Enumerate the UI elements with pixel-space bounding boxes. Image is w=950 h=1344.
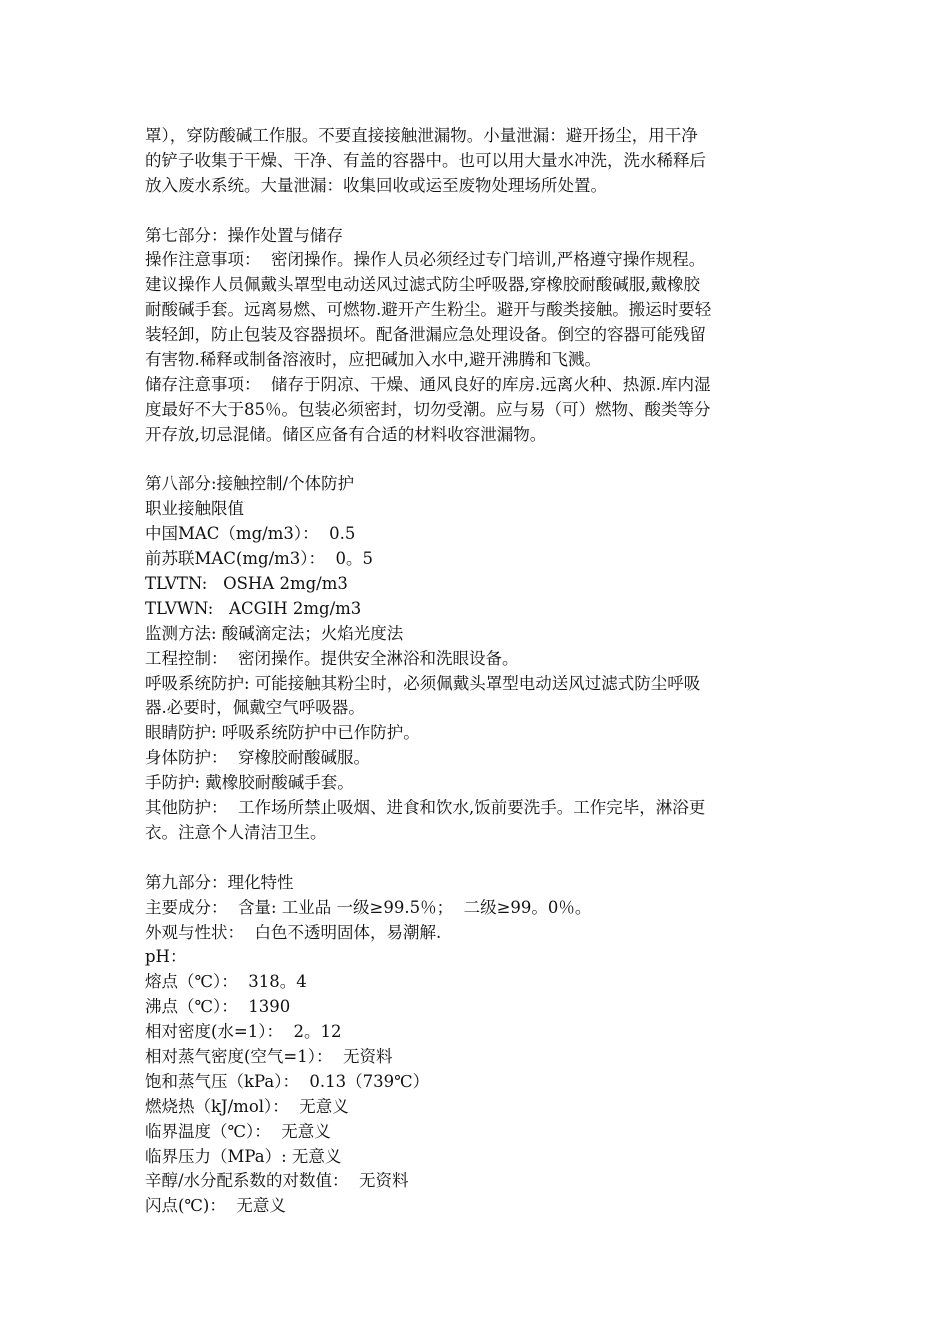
text-line: 外观与性状： 白色不透明固体，易潮解.	[145, 922, 442, 942]
text-line: 燃烧热（kJ/mol）： 无意义	[145, 1096, 349, 1116]
text-line: 相对密度(水=1）： 2。12	[145, 1022, 342, 1042]
text-line: 罩），穿防酸碱工作服。不要直接接触泄漏物。小量泄漏：避开扬尘，用干净	[145, 126, 698, 145]
text-line: 建议操作人员佩戴头罩型电动送风过滤式防尘呼吸器,穿橡胶耐酸碱服,戴橡胶	[145, 275, 700, 295]
section6-continuation	[145, 124, 810, 199]
text-line: 放入废水系统。大量泄漏：收集回收或运至废物处理场所处置。	[145, 175, 607, 195]
paragraph-gap	[145, 199, 810, 224]
text-line: 熔点（℃）： 318。4	[145, 972, 307, 992]
paragraph-gap	[145, 846, 810, 871]
text-line: 辛醇/水分配系数的对数值： 无资料	[145, 1171, 409, 1191]
text-line: 中国MAC（mg/m3）： 0.5	[145, 524, 356, 544]
text-line: 耐酸碱手套。远离易燃、可燃物.避开产生粉尘。避开与酸类接触。搬运时要轻	[145, 300, 712, 320]
text-line: 开存放,切忌混储。储区应备有合适的材料收容泄漏物。	[145, 424, 547, 444]
section-title: 第九部分：理化特性	[145, 872, 294, 892]
text-line: 监测方法: 酸碱滴定法；火焰光度法	[145, 623, 404, 643]
text-line: 饱和蒸气压（kPa）： 0.13（739℃）	[145, 1071, 430, 1091]
text-line: TLVWN: ACGIH 2mg/m3	[145, 598, 362, 618]
text-line: 前苏联MAC(mg/m3）： 0。5	[145, 549, 374, 569]
text-line: 储存注意事项： 储存于阴凉、干燥、通风良好的库房.远离火种、热源.库内湿	[145, 374, 711, 394]
text-line: 临界温度（℃）： 无意义	[145, 1121, 331, 1141]
text-line: 闪点(℃)： 无意义	[145, 1196, 286, 1216]
section-title: 第八部分:接触控制/个体防护	[145, 474, 355, 494]
section8	[145, 472, 810, 845]
text-line: 其他防护： 工作场所禁止吸烟、进食和饮水,饭前要洗手。工作完毕，淋浴更	[145, 798, 706, 818]
text-line: 有害物.稀释或制备溶液时，应把碱加入水中,避开沸腾和飞溅。	[145, 350, 601, 370]
section7	[145, 224, 810, 448]
text-line: 器.必要时，佩戴空气呼吸器。	[145, 698, 365, 718]
text-line: 主要成分： 含量: 工业品 一级≥99.5％； 二级≥99。0％。	[145, 897, 592, 917]
section-title: 第七部分：操作处置与储存	[145, 225, 343, 245]
text-line: 身体防护： 穿橡胶耐酸碱服。	[145, 748, 370, 768]
text-line: 呼吸系统防护: 可能接触其粉尘时，必须佩戴头罩型电动送风过滤式防尘呼吸	[145, 673, 701, 693]
text-line: 眼睛防护: 呼吸系统防护中已作防护。	[145, 723, 420, 743]
text-line: pH：	[145, 947, 187, 967]
text-line: TLVTN: OSHA 2mg/m3	[145, 574, 348, 594]
text-line: 度最好不大于85％。包装必须密封，切勿受潮。应与易（可）燃物、酸类等分	[145, 399, 711, 419]
text-line: 职业接触限值	[145, 499, 244, 519]
text-line: 装轻卸，防止包装及容器损坏。配备泄漏应急处理设备。倒空的容器可能残留	[145, 325, 706, 345]
text-line: 衣。注意个人清洁卫生。	[145, 822, 327, 842]
text-line: 操作注意事项： 密闭操作。操作人员必须经过专门培训,严格遵守操作规程。	[145, 250, 706, 270]
text-line: 的铲子收集于干燥、干净、有盖的容器中。也可以用大量水冲洗，洗水稀释后	[145, 150, 706, 170]
text-line: 相对蒸气密度(空气=1）： 无资料	[145, 1046, 393, 1066]
paragraph-gap	[145, 448, 810, 473]
text-line: 手防护: 戴橡胶耐酸碱手套。	[145, 773, 354, 793]
section9	[145, 871, 810, 1219]
text-line: 临界压力（MPa）: 无意义	[145, 1146, 342, 1166]
text-line: 工程控制： 密闭操作。提供安全淋浴和洗眼设备。	[145, 648, 519, 668]
document-page	[145, 124, 810, 1219]
text-line: 沸点（℃）： 1390	[145, 997, 291, 1017]
